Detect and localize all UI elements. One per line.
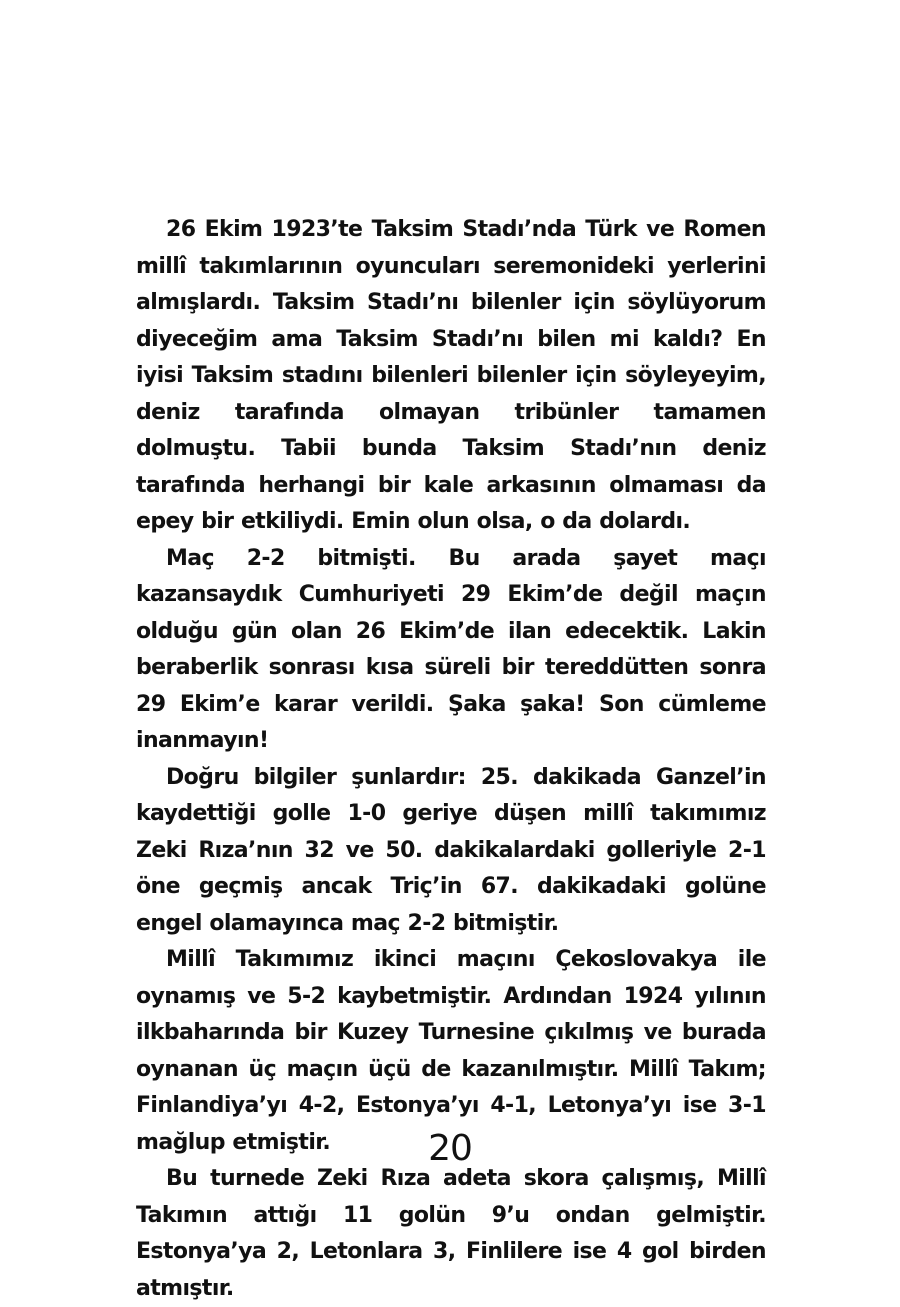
paragraph-3: Doğru bilgiler şunlardır: 25. dakikada Ganzel’in kaydettiği golle 1-0 geriye düşen millî takımımız Zeki Rıza’nın 32 ve 50. dakikalardaki golleriyle 2-1 öne geçmiş ancak Triç’in 67. dakikadaki golüne engel olamayınca maç 2-2 bitmiştir. <box>136 764 766 936</box>
paragraph-4: Millî Takımımız ikinci maçını Çekoslovakya ile oynamış ve 5-2 kaybetmiştir. Ardından 1924 yılının ilkbaharında bir Kuzey Turnesine çıkılmış ve burada oynanan üç maçın üçü de kazanılmıştır. Millî Takım; Finlandiya’yı 4-2, Estonya’yı 4-1, Letonya’yı ise 3-1 mağlup etmiştir. <box>136 947 766 1155</box>
page-number: 20 <box>428 1128 472 1169</box>
paragraph-1: 26 Ekim 1923’te Taksim Stadı’nda Türk ve Romen millî takımlarının oyuncuları seremonideki yerlerini almışlardı. Taksim Stadı’nı bilenler için söylüyorum diyeceğim ama Taksim Stadı’nı bilen mi kaldı? En iyisi Taksim stadını bilenleri bilenler için söyleyeyim, deniz tarafında olmayan tribünler tamamen dolmuştu. Tabii bunda Taksim Stadı’nın deniz tarafında herhangi bir kale arkasının olmaması da epey bir etkiliydi. Emin olun olsa, o da dolardı. <box>136 217 766 534</box>
paragraph-2: Maç 2-2 bitmişti. Bu arada şayet maçı kazansaydık Cumhuriyeti 29 Ekim’de değil maçın olduğu gün olan 26 Ekim’de ilan edecektik. Lakin beraberlik sonrası kısa süreli bir tereddütten sonra 29 Ekim’e karar verildi. Şaka şaka! Son cümleme inanmayın! <box>136 545 766 753</box>
paragraph-5: Bu turnede Zeki Rıza adeta skora çalışmış, Millî Takımın attığı 11 golün 9’u ondan gelmiştir. Estonya’ya 2, Letonlara 3, Finlilere ise 4 gol birden atmıştır. <box>136 1166 766 1301</box>
